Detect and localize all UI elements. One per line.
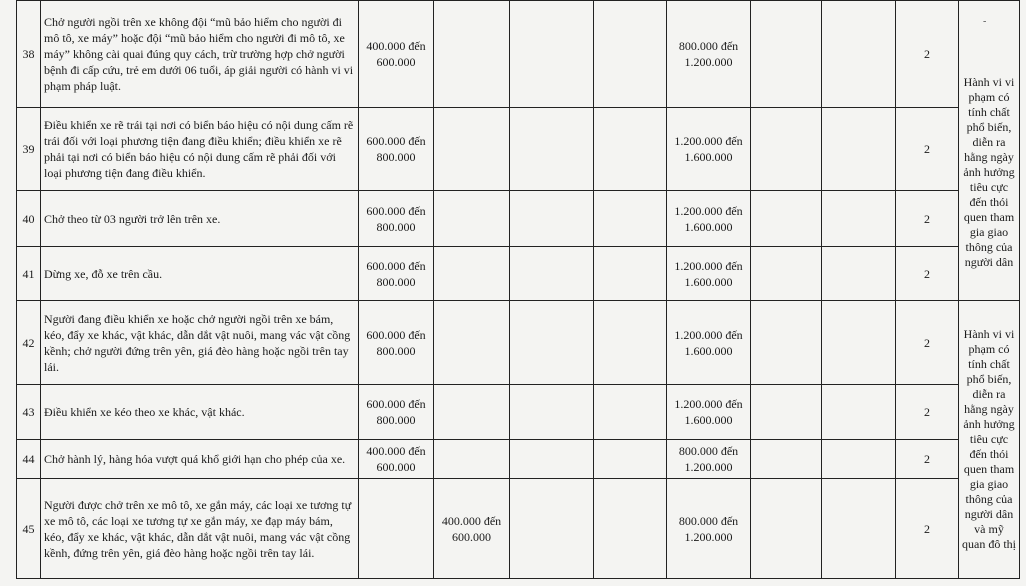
empty-cell <box>594 191 667 247</box>
table-row <box>17 301 1020 385</box>
empty-cell <box>822 301 896 385</box>
row-number: 44 <box>17 440 41 479</box>
empty-cell <box>822 440 896 479</box>
empty-cell <box>822 1 896 108</box>
fine-col-a: 600.000 đến 800.000 <box>359 301 434 385</box>
table-row <box>17 440 1020 479</box>
fine-col-c: 1.200.000 đến 1.600.000 <box>667 108 751 191</box>
empty-cell <box>594 385 667 440</box>
fine-col-a: 600.000 đến 800.000 <box>359 108 434 191</box>
fine-col-a: 400.000 đến 600.000 <box>359 1 434 108</box>
violation-description: Chở người ngồi trên xe không đội “mũ bảo hiểm cho người đi mô tô, xe máy” hoặc đội “mũ bảo hiểm cho người đi mô tô, xe máy” không cài quai đúng quy cách, trừ trường hợp chở người bệnh đi cấp cứu, trẻ em dưới 06 tuổi, áp giải người có hành vi vi phạm pháp luật. <box>41 1 359 108</box>
point-deduction: 2 <box>896 1 959 108</box>
table-row <box>17 108 1020 191</box>
violation-description: Người đang điều khiển xe hoặc chở người ngồi trên xe bám, kéo, đẩy xe khác, vật khác, dẫn dắt vật nuôi, mang vác vật cồng kềnh; chở người đứng trên yên, giá đèo hàng hoặc ngồi trên tay lái. <box>41 301 359 385</box>
fine-col-b <box>434 108 510 191</box>
empty-cell <box>822 247 896 301</box>
row-number: 39 <box>17 108 41 191</box>
violation-description: Điều khiển xe rẽ trái tại nơi có biển báo hiệu có nội dung cấm rẽ trái đối với loại phương tiện đang điều khiển; điều khiển xe rẽ phải tại nơi có biển báo hiệu có nội dung cấm rẽ phải đối với loại phương tiện đang điều khiển. <box>41 108 359 191</box>
fine-col-b <box>434 247 510 301</box>
fine-col-c: 1.200.000 đến 1.600.000 <box>667 385 751 440</box>
violation-description: Chở hành lý, hàng hóa vượt quá khổ giới hạn cho phép của xe. <box>41 440 359 479</box>
empty-cell <box>510 1 594 108</box>
table-row <box>17 385 1020 440</box>
empty-cell <box>594 108 667 191</box>
empty-cell <box>510 479 594 579</box>
empty-cell <box>822 191 896 247</box>
empty-cell <box>751 247 822 301</box>
violation-description: Người được chở trên xe mô tô, xe gắn máy, các loại xe tương tự xe mô tô, các loại xe tương tự xe gắn máy, xe đạp máy bám, kéo, đẩy xe khác, vật khác, dẫn dắt vật nuôi, mang vác vật cồng kềnh, đứng trên yên, giá đèo hàng hoặc ngồi trên tay lái. <box>41 479 359 579</box>
row-number: 38 <box>17 1 41 108</box>
empty-cell <box>510 301 594 385</box>
point-deduction: 2 <box>896 385 959 440</box>
fine-col-c: 1.200.000 đến 1.600.000 <box>667 301 751 385</box>
empty-cell <box>510 385 594 440</box>
fine-col-c: 1.200.000 đến 1.600.000 <box>667 247 751 301</box>
fine-col-a <box>359 479 434 579</box>
empty-cell <box>751 385 822 440</box>
table-row <box>17 247 1020 301</box>
row-number: 41 <box>17 247 41 301</box>
empty-cell <box>751 191 822 247</box>
empty-cell <box>822 108 896 191</box>
fine-col-c: 800.000 đến 1.200.000 <box>667 440 751 479</box>
note-cell: Hành vi vi phạm có tính chất phổ biến, diễn ra hằng ngày ảnh hưởng tiêu cực đến thói quen tham gia giao thông của người dân và mỹ quan đô thị <box>959 301 1020 579</box>
empty-cell <box>822 385 896 440</box>
empty-cell <box>594 1 667 108</box>
fine-col-c: 1.200.000 đến 1.600.000 <box>667 191 751 247</box>
row-number: 43 <box>17 385 41 440</box>
corner-mark: - <box>983 16 987 27</box>
table-row <box>17 1 1020 108</box>
point-deduction: 2 <box>896 479 959 579</box>
row-number: 42 <box>17 301 41 385</box>
empty-cell <box>751 440 822 479</box>
note-cell: Hành vi vi phạm có tính chất phổ biến, diễn ra hằng ngày ảnh hưởng tiêu cực đến thói quen tham gia giao thông của người dân <box>959 1 1020 301</box>
fine-col-b <box>434 301 510 385</box>
table-row <box>17 191 1020 247</box>
empty-cell <box>751 479 822 579</box>
fine-col-a: 600.000 đến 800.000 <box>359 247 434 301</box>
empty-cell <box>594 440 667 479</box>
fine-col-b <box>434 385 510 440</box>
fine-col-a: 600.000 đến 800.000 <box>359 191 434 247</box>
point-deduction: 2 <box>896 191 959 247</box>
fine-col-b: 400.000 đến 600.000 <box>434 479 510 579</box>
point-deduction: 2 <box>896 301 959 385</box>
violations-table <box>16 0 1020 579</box>
empty-cell <box>594 247 667 301</box>
row-number: 45 <box>17 479 41 579</box>
fine-col-b <box>434 1 510 108</box>
empty-cell <box>751 301 822 385</box>
table-row <box>17 479 1020 579</box>
empty-cell <box>510 191 594 247</box>
fine-col-a: 400.000 đến 600.000 <box>359 440 434 479</box>
violation-description: Dừng xe, đỗ xe trên cầu. <box>41 247 359 301</box>
empty-cell <box>510 108 594 191</box>
fine-col-a: 600.000 đến 800.000 <box>359 385 434 440</box>
empty-cell <box>510 440 594 479</box>
fine-col-b <box>434 191 510 247</box>
point-deduction: 2 <box>896 440 959 479</box>
empty-cell <box>594 301 667 385</box>
fine-col-b <box>434 440 510 479</box>
violation-description: Chở theo từ 03 người trở lên trên xe. <box>41 191 359 247</box>
empty-cell <box>751 1 822 108</box>
fine-col-c: 800.000 đến 1.200.000 <box>667 479 751 579</box>
point-deduction: 2 <box>896 108 959 191</box>
empty-cell <box>822 479 896 579</box>
empty-cell <box>751 108 822 191</box>
violation-description: Điều khiển xe kéo theo xe khác, vật khác. <box>41 385 359 440</box>
point-deduction: 2 <box>896 247 959 301</box>
row-number: 40 <box>17 191 41 247</box>
fine-col-c: 800.000 đến 1.200.000 <box>667 1 751 108</box>
empty-cell <box>594 479 667 579</box>
empty-cell <box>510 247 594 301</box>
